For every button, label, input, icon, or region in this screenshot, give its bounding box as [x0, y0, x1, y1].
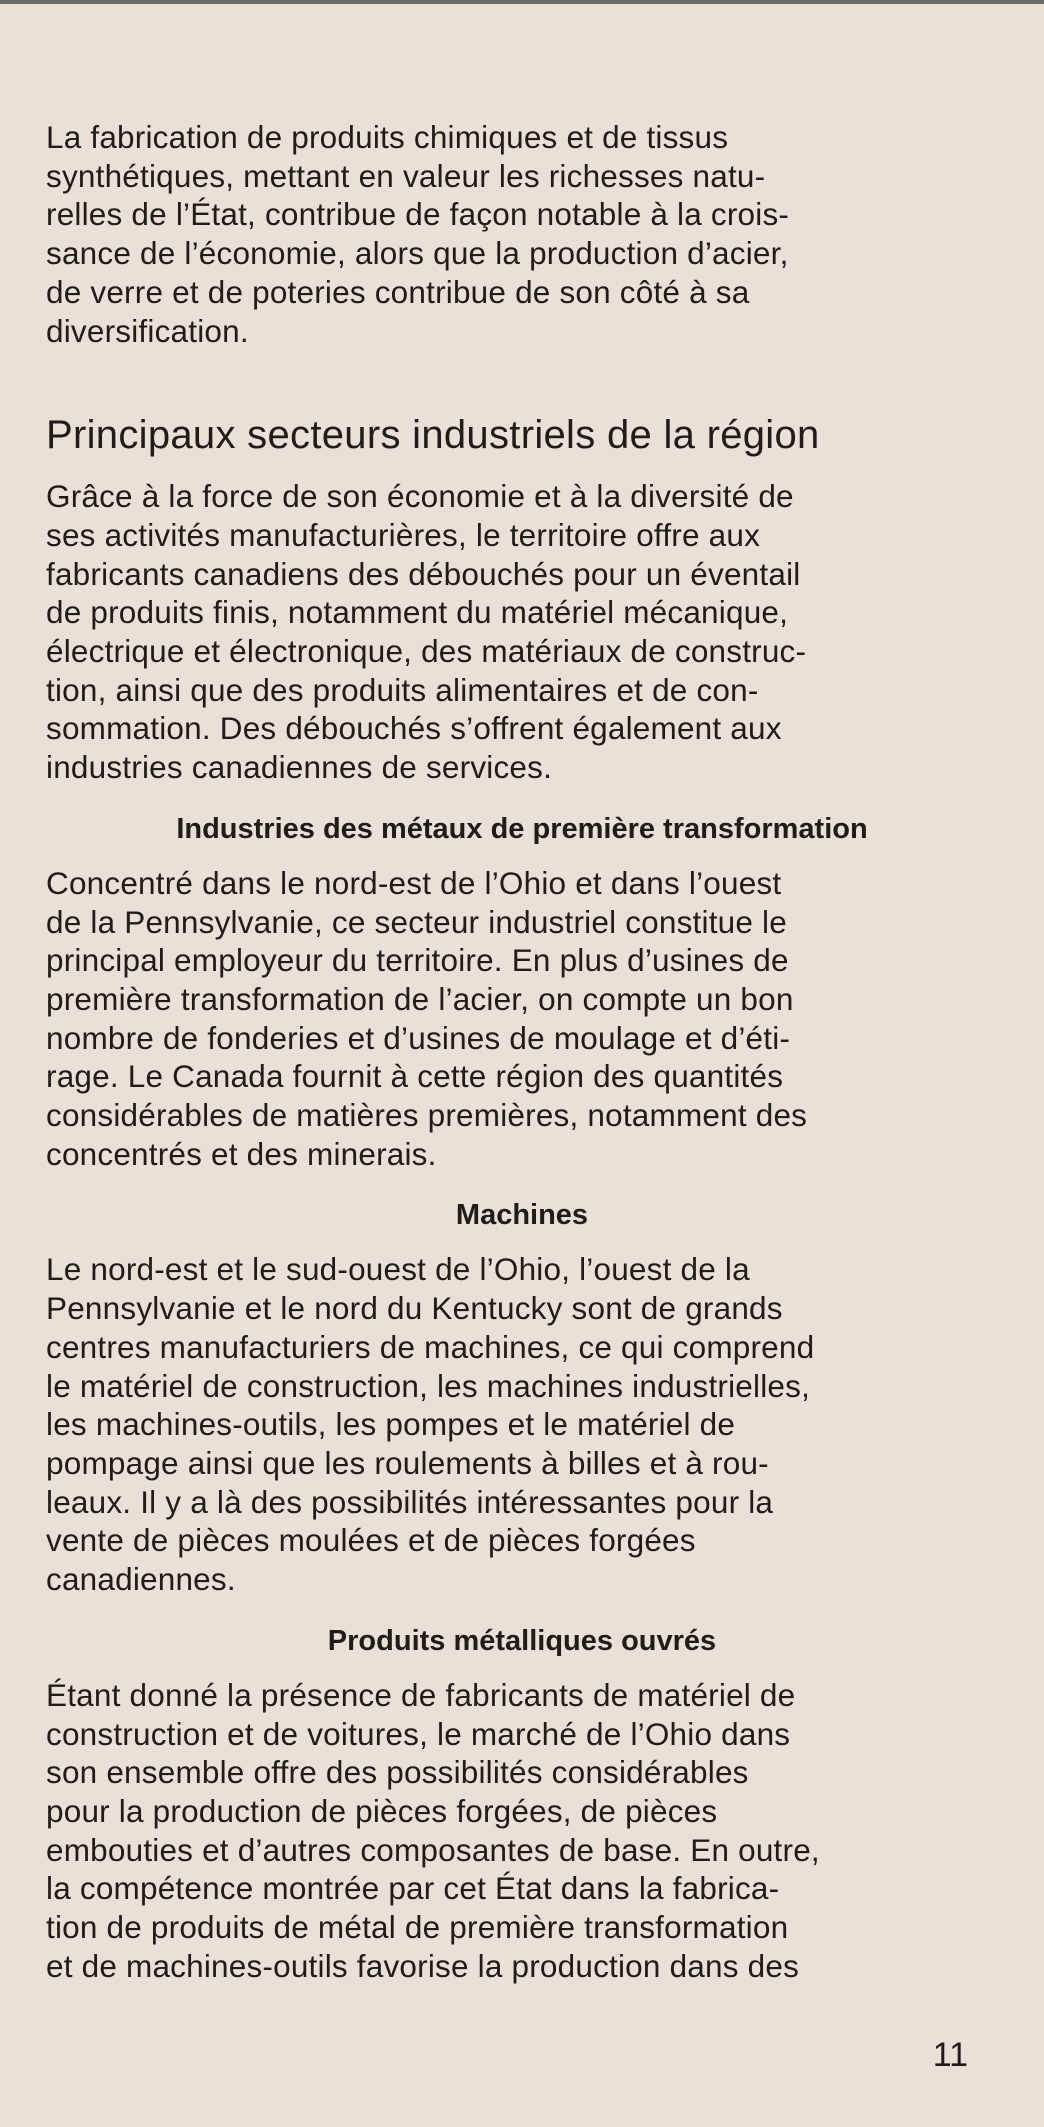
subsection-heading-metal-products: Produits métalliques ouvrés: [327, 1624, 717, 1657]
subsection-text-metals: Concentré dans le nord-est de l’Ohio et dans l’ouest de la Pennsylvanie, ce secteur industriel constitue le principal employeur du territoire. En plus d’usines de première transformation de l’acier, on compte un bon nombre de fonderies et d’usines de moulage et d’éti- rage. Le Canada fournit à cette région des quantités considérables de matières premières, notamment des concentrés et des minerais.: [46, 864, 808, 1172]
page-number: 11: [932, 2036, 968, 2074]
page-body: [46, 118, 998, 1985]
section-intro-paragraph: Grâce à la force de son économie et à la diversité de ses activités manufacturières, le territoire offre aux fabricants canadiens des débouchés pour un éventail de produits finis, notamment du matériel mécanique, électrique et électronique, des matériaux de construc- tion, ainsi que des produits alimentaires et de con- sommation. Des débouchés s’offrent également aux industries canadiennes de services.: [46, 478, 807, 786]
subsection-heading-metals: Industries des métaux de première transformation: [176, 812, 868, 845]
section-title: Principaux secteurs industriels de la région: [46, 413, 820, 458]
subsection-text-metal-products: Étant donné la présence de fabricants de matériel de construction et de voitures, le marché de l’Ohio dans son ensemble offre des possibilités considérables pour la production de pièces forgées, de pièces embouties et d’autres composantes de base. En outre, la compétence montrée par cet État dans la fabrica- tion de produits de métal de première transformation et de machines-outils favorise la production dans des: [46, 1676, 820, 1984]
subsection-text-machines: Le nord-est et le sud-ouest de l’Ohio, l’ouest de la Pennsylvanie et le nord du Kentucky sont de grands centres manufacturiers de machines, ce qui comprend le matériel de construction, les machines industrielles, les machines-outils, les pompes et le matériel de pompage ainsi que les roulements à billes et à rou- leaux. Il y a là des possibilités intéressantes pour la vente de pièces moulées et de pièces forgées canadiennes.: [46, 1251, 815, 1598]
top-rule: [0, 0, 1044, 4]
subsection-heading-machines: Machines: [455, 1199, 589, 1232]
intro-paragraph: La fabrication de produits chimiques et de tissus synthétiques, mettant en valeur les richesses natu- relles de l’État, contribue de façon notable à la crois- sance de l’économie, alors que la production d’acier, de verre et de poteries contribue de son côté à sa diversification.: [46, 119, 790, 349]
